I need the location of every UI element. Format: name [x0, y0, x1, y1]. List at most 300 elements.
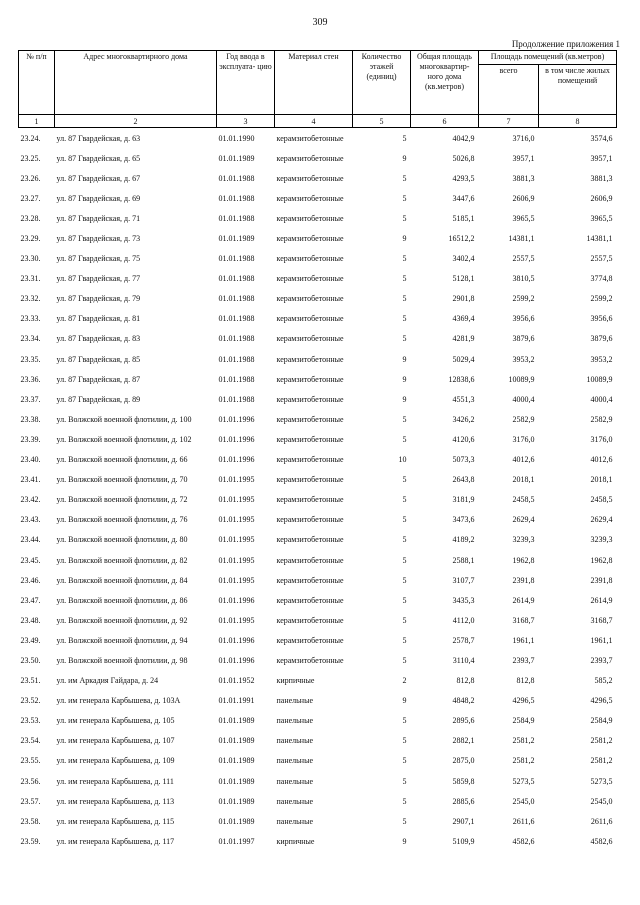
cell-floors: 5	[402, 193, 407, 203]
cell-num: 23.25.	[20, 153, 41, 163]
table-row	[19, 349, 617, 369]
cell-total-area: 4369,4	[452, 314, 475, 324]
cell-total-area: 3435,3	[452, 595, 475, 605]
table-row	[19, 570, 617, 590]
cell-num: 23.54.	[20, 736, 41, 746]
cell-num: 23.59.	[20, 836, 41, 846]
cell-area-living: 2611,6	[590, 816, 613, 826]
cell-num: 23.52.	[20, 696, 41, 706]
cell-num: 23.35.	[20, 354, 41, 364]
table-row	[19, 490, 617, 510]
table-row	[19, 269, 617, 289]
cell-num: 23.37.	[20, 394, 41, 404]
cell-num: 23.57.	[20, 796, 41, 806]
cell-address: ул. им генерала Карбышева, д. 115	[56, 816, 175, 826]
cell-year: 01.01.1988	[218, 213, 255, 223]
cell-area-all: 2458,5	[512, 495, 535, 505]
cell-address: ул. 87 Гвардейская, д. 65	[56, 153, 141, 163]
cell-floors: 9	[402, 354, 407, 364]
cell-floors: 9	[402, 836, 407, 846]
table-row	[19, 329, 617, 349]
cell-year: 01.01.1988	[218, 334, 255, 344]
cell-address: ул. им Аркадия Гайдара, д. 24	[56, 676, 159, 686]
cell-area-living: 3957,1	[590, 153, 613, 163]
cell-total-area: 3181,9	[452, 495, 475, 505]
cell-address: ул. Волжской военной флотилии, д. 76	[56, 515, 188, 525]
cell-total-area: 5026,8	[452, 153, 475, 163]
housing-table	[18, 50, 617, 851]
cell-num: 23.55.	[20, 756, 41, 766]
cell-address: ул. Волжской военной флотилии, д. 66	[56, 455, 188, 465]
cell-material: керамзитобетонные	[276, 213, 344, 223]
cell-year: 01.01.1996	[218, 655, 255, 665]
cell-floors: 9	[402, 394, 407, 404]
cell-address: ул. 87 Гвардейская, д. 89	[56, 394, 141, 404]
cell-area-living: 2582,9	[590, 414, 613, 424]
page-number: 309	[312, 17, 328, 28]
cell-material: панельные	[276, 756, 314, 766]
column-index-2: 2	[55, 115, 217, 128]
cell-total-area: 812,8	[456, 676, 475, 686]
table-row	[19, 249, 617, 269]
cell-area-living: 3879,6	[590, 334, 613, 344]
cell-floors: 5	[402, 274, 407, 284]
cell-year: 01.01.1988	[218, 374, 255, 384]
cell-material: керамзитобетонные	[276, 374, 344, 384]
cell-area-living: 3774,8	[590, 274, 613, 284]
cell-num: 23.36.	[20, 374, 41, 384]
cell-area-all: 14381,1	[508, 234, 535, 244]
cell-num: 23.47.	[20, 595, 41, 605]
column-index-5: 5	[353, 115, 411, 128]
table-row	[19, 751, 617, 771]
cell-material: керамзитобетонные	[276, 234, 344, 244]
cell-floors: 5	[402, 414, 407, 424]
table-row	[19, 811, 617, 831]
cell-area-all: 2614,9	[512, 595, 535, 605]
cell-total-area: 16512,2	[448, 234, 475, 244]
cell-address: ул. им генерала Карбышева, д. 107	[56, 736, 175, 746]
cell-material: керамзитобетонные	[276, 455, 344, 465]
column-index-3: 3	[217, 115, 275, 128]
cell-num: 23.46.	[20, 575, 41, 585]
cell-area-living: 5273,5	[590, 776, 613, 786]
cell-year: 01.01.1989	[218, 153, 255, 163]
cell-num: 23.34.	[20, 334, 41, 344]
table-row	[19, 791, 617, 811]
cell-year: 01.01.1988	[218, 314, 255, 324]
cell-num: 23.53.	[20, 716, 41, 726]
cell-total-area: 4112,0	[452, 615, 475, 625]
cell-area-all: 2557,5	[512, 254, 535, 264]
cell-year: 01.01.1991	[218, 696, 255, 706]
header-num: № п/п	[19, 51, 55, 115]
table-row	[19, 369, 617, 389]
cell-area-living: 3881,3	[590, 173, 613, 183]
header-material: Материал стен	[275, 51, 353, 115]
cell-year: 01.01.1995	[218, 475, 255, 485]
cell-material: панельные	[276, 796, 314, 806]
cell-area-all: 1962,8	[512, 555, 535, 565]
column-index-8: 8	[539, 115, 617, 128]
cell-area-all: 3881,3	[512, 173, 535, 183]
table-row	[19, 389, 617, 409]
cell-num: 23.49.	[20, 635, 41, 645]
cell-total-area: 2882,1	[452, 736, 475, 746]
cell-year: 01.01.1989	[218, 716, 255, 726]
cell-area-living: 3176,0	[590, 434, 613, 444]
cell-floors: 10	[398, 455, 407, 465]
cell-area-all: 2391,8	[512, 575, 535, 585]
cell-area-living: 2545,0	[590, 796, 613, 806]
cell-total-area: 3426,2	[452, 414, 475, 424]
cell-address: ул. Волжской военной флотилии, д. 98	[56, 655, 188, 665]
cell-material: керамзитобетонные	[276, 555, 344, 565]
header-premises: Площадь помещений (кв.метров)	[479, 51, 617, 65]
cell-total-area: 2885,6	[452, 796, 475, 806]
cell-material: керамзитобетонные	[276, 414, 344, 424]
cell-year: 01.01.1997	[218, 836, 255, 846]
cell-num: 23.30.	[20, 254, 41, 264]
cell-floors: 5	[402, 133, 407, 143]
cell-floors: 9	[402, 374, 407, 384]
cell-address: ул. 87 Гвардейская, д. 71	[56, 213, 141, 223]
cell-year: 01.01.1996	[218, 595, 255, 605]
cell-year: 01.01.1989	[218, 776, 255, 786]
header-floors: Количество этажей (единиц)	[353, 51, 411, 115]
cell-area-living: 2581,2	[590, 736, 613, 746]
cell-total-area: 3447,6	[452, 193, 475, 203]
cell-year: 01.01.1995	[218, 495, 255, 505]
cell-material: кирпичные	[276, 676, 315, 686]
cell-material: керамзитобетонные	[276, 274, 344, 284]
cell-area-living: 585,2	[594, 676, 613, 686]
cell-floors: 5	[402, 655, 407, 665]
cell-area-all: 3716,0	[512, 133, 535, 143]
cell-year: 01.01.1996	[218, 635, 255, 645]
cell-total-area: 4281,9	[452, 334, 475, 344]
cell-material: панельные	[276, 696, 314, 706]
table-row	[19, 691, 617, 711]
cell-area-all: 812,8	[516, 676, 535, 686]
table-row	[19, 630, 617, 650]
cell-area-living: 2391,8	[590, 575, 613, 585]
cell-material: керамзитобетонные	[276, 254, 344, 264]
cell-material: панельные	[276, 816, 314, 826]
table-row	[19, 590, 617, 610]
cell-area-all: 2545,0	[512, 796, 535, 806]
cell-floors: 5	[402, 595, 407, 605]
cell-floors: 5	[402, 535, 407, 545]
cell-num: 23.42.	[20, 495, 41, 505]
cell-year: 01.01.1996	[218, 434, 255, 444]
header-address: Адрес многоквартирного дома	[55, 51, 217, 115]
cell-total-area: 4848,2	[452, 696, 475, 706]
cell-total-area: 5109,9	[452, 836, 475, 846]
table-row	[19, 289, 617, 309]
table-row	[19, 771, 617, 791]
cell-material: панельные	[276, 716, 314, 726]
cell-material: керамзитобетонные	[276, 354, 344, 364]
cell-total-area: 4120,6	[452, 434, 475, 444]
column-index-6: 6	[411, 115, 479, 128]
table-row	[19, 711, 617, 731]
cell-area-all: 2393,7	[512, 655, 535, 665]
cell-area-living: 3239,3	[590, 535, 613, 545]
cell-area-all: 3879,6	[512, 334, 535, 344]
cell-material: керамзитобетонные	[276, 575, 344, 585]
cell-area-all: 2584,9	[512, 716, 535, 726]
cell-total-area: 2578,7	[452, 635, 475, 645]
cell-address: ул. 87 Гвардейская, д. 85	[56, 354, 141, 364]
cell-address: ул. 87 Гвардейская, д. 79	[56, 294, 141, 304]
cell-floors: 5	[402, 796, 407, 806]
cell-total-area: 12838,6	[448, 374, 475, 384]
cell-num: 23.44.	[20, 535, 41, 545]
table-row	[19, 650, 617, 670]
cell-area-living: 3965,5	[590, 213, 613, 223]
cell-material: керамзитобетонные	[276, 334, 344, 344]
cell-address: ул. 87 Гвардейская, д. 73	[56, 234, 141, 244]
cell-total-area: 3473,6	[452, 515, 475, 525]
cell-area-all: 2581,2	[512, 756, 535, 766]
cell-floors: 5	[402, 213, 407, 223]
cell-address: ул. Волжской военной флотилии, д. 94	[56, 635, 188, 645]
cell-floors: 9	[402, 234, 407, 244]
cell-num: 23.58.	[20, 816, 41, 826]
cell-year: 01.01.1995	[218, 615, 255, 625]
cell-material: панельные	[276, 736, 314, 746]
cell-area-all: 2599,2	[512, 294, 535, 304]
cell-address: ул. им генерала Карбышева, д. 113	[56, 796, 175, 806]
cell-area-all: 3810,5	[512, 274, 535, 284]
cell-material: керамзитобетонные	[276, 193, 344, 203]
cell-material: керамзитобетонные	[276, 133, 344, 143]
table-row	[19, 550, 617, 570]
cell-address: ул. Волжской военной флотилии, д. 80	[56, 535, 188, 545]
table-row	[19, 530, 617, 550]
cell-year: 01.01.1988	[218, 394, 255, 404]
cell-material: керамзитобетонные	[276, 173, 344, 183]
cell-year: 01.01.1952	[218, 676, 255, 686]
cell-area-all: 2018,1	[512, 475, 535, 485]
table-row	[19, 429, 617, 449]
cell-address: ул. 87 Гвардейская, д. 83	[56, 334, 141, 344]
cell-floors: 5	[402, 736, 407, 746]
cell-floors: 9	[402, 696, 407, 706]
cell-area-living: 1961,1	[590, 635, 613, 645]
cell-address: ул. Волжской военной флотилии, д. 102	[56, 434, 192, 444]
cell-area-living: 4000,4	[590, 394, 613, 404]
cell-total-area: 5859,8	[452, 776, 475, 786]
cell-num: 23.29.	[20, 234, 41, 244]
cell-area-living: 2557,5	[590, 254, 613, 264]
cell-num: 23.51.	[20, 676, 41, 686]
column-index-1: 1	[19, 115, 55, 128]
cell-area-all: 3176,0	[512, 434, 535, 444]
cell-total-area: 3402,4	[452, 254, 475, 264]
cell-num: 23.32.	[20, 294, 41, 304]
cell-material: керамзитобетонные	[276, 394, 344, 404]
table-row	[19, 731, 617, 751]
cell-address: ул. 87 Гвардейская, д. 81	[56, 314, 141, 324]
cell-address: ул. Волжской военной флотилии, д. 84	[56, 575, 188, 585]
cell-material: керамзитобетонные	[276, 294, 344, 304]
cell-address: ул. Волжской военной флотилии, д. 100	[56, 414, 192, 424]
cell-area-living: 3953,2	[590, 354, 613, 364]
cell-year: 01.01.1988	[218, 274, 255, 284]
cell-address: ул. 87 Гвардейская, д. 87	[56, 374, 141, 384]
cell-num: 23.24.	[20, 133, 41, 143]
cell-material: керамзитобетонные	[276, 495, 344, 505]
cell-area-living: 2584,9	[590, 716, 613, 726]
cell-total-area: 5029,4	[452, 354, 475, 364]
cell-area-living: 2018,1	[590, 475, 613, 485]
cell-year: 01.01.1989	[218, 756, 255, 766]
cell-floors: 5	[402, 615, 407, 625]
cell-total-area: 4551,3	[452, 394, 475, 404]
cell-floors: 5	[402, 173, 407, 183]
cell-material: керамзитобетонные	[276, 475, 344, 485]
table-row	[19, 671, 617, 691]
cell-year: 01.01.1995	[218, 555, 255, 565]
cell-total-area: 5185,1	[452, 213, 475, 223]
header-all: всего	[479, 65, 539, 115]
cell-address: ул. им генерала Карбышева, д. 103А	[56, 696, 181, 706]
cell-year: 01.01.1995	[218, 515, 255, 525]
table-row	[19, 168, 617, 188]
cell-floors: 5	[402, 816, 407, 826]
cell-floors: 5	[402, 294, 407, 304]
cell-year: 01.01.1988	[218, 193, 255, 203]
continuation-note: Продолжение приложения 1	[511, 39, 620, 49]
cell-area-all: 4296,5	[512, 696, 535, 706]
cell-area-living: 1962,8	[590, 555, 613, 565]
cell-area-all: 3239,3	[512, 535, 535, 545]
column-index-7: 7	[479, 115, 539, 128]
cell-num: 23.50.	[20, 655, 41, 665]
cell-total-area: 2875,0	[452, 756, 475, 766]
cell-num: 23.45.	[20, 555, 41, 565]
table-row	[19, 470, 617, 490]
cell-year: 01.01.1988	[218, 173, 255, 183]
cell-material: керамзитобетонные	[276, 655, 344, 665]
cell-num: 23.31.	[20, 274, 41, 284]
cell-area-living: 3956,6	[590, 314, 613, 324]
cell-area-all: 2606,9	[512, 193, 535, 203]
cell-year: 01.01.1989	[218, 234, 255, 244]
cell-area-living: 2614,9	[590, 595, 613, 605]
cell-address: ул. 87 Гвардейская, д. 67	[56, 173, 141, 183]
cell-year: 01.01.1995	[218, 535, 255, 545]
cell-num: 23.43.	[20, 515, 41, 525]
cell-address: ул. им генерала Карбышева, д. 111	[56, 776, 174, 786]
column-index-4: 4	[275, 115, 353, 128]
cell-total-area: 2901,8	[452, 294, 475, 304]
cell-num: 23.33.	[20, 314, 41, 324]
cell-year: 01.01.1995	[218, 575, 255, 585]
cell-area-all: 3168,7	[512, 615, 535, 625]
cell-address: ул. им генерала Карбышева, д. 117	[56, 836, 175, 846]
cell-num: 23.26.	[20, 173, 41, 183]
cell-area-all: 3956,6	[512, 314, 535, 324]
cell-total-area: 2895,6	[452, 716, 475, 726]
cell-area-living: 2606,9	[590, 193, 613, 203]
cell-total-area: 4189,2	[452, 535, 475, 545]
cell-floors: 5	[402, 575, 407, 585]
cell-area-living: 10089,9	[586, 374, 613, 384]
table-row	[19, 610, 617, 630]
table-row	[19, 409, 617, 429]
cell-year: 01.01.1989	[218, 796, 255, 806]
cell-year: 01.01.1996	[218, 455, 255, 465]
cell-area-all: 4000,4	[512, 394, 535, 404]
cell-floors: 5	[402, 254, 407, 264]
cell-area-living: 14381,1	[586, 234, 613, 244]
cell-floors: 5	[402, 334, 407, 344]
cell-num: 23.40.	[20, 455, 41, 465]
cell-num: 23.48.	[20, 615, 41, 625]
cell-address: ул. Волжской военной флотилии, д. 70	[56, 475, 188, 485]
cell-year: 01.01.1989	[218, 816, 255, 826]
cell-num: 23.38.	[20, 414, 41, 424]
cell-floors: 5	[402, 314, 407, 324]
cell-floors: 5	[402, 716, 407, 726]
cell-total-area: 2643,8	[452, 475, 475, 485]
cell-total-area: 4293,5	[452, 173, 475, 183]
cell-year: 01.01.1988	[218, 354, 255, 364]
cell-material: керамзитобетонные	[276, 515, 344, 525]
cell-year: 01.01.1989	[218, 736, 255, 746]
cell-num: 23.56.	[20, 776, 41, 786]
header-total-area: Общая площадь многоквартир- ного дома (кв.метров)	[411, 51, 479, 115]
cell-address: ул. Волжской военной флотилии, д. 72	[56, 495, 188, 505]
table-row	[19, 510, 617, 530]
cell-material: кирпичные	[276, 836, 315, 846]
cell-area-all: 2611,6	[512, 816, 535, 826]
cell-material: керамзитобетонные	[276, 595, 344, 605]
cell-material: панельные	[276, 776, 314, 786]
cell-floors: 5	[402, 776, 407, 786]
cell-floors: 9	[402, 153, 407, 163]
cell-area-living: 2629,4	[590, 515, 613, 525]
cell-area-all: 4582,6	[512, 836, 535, 846]
cell-area-all: 5273,5	[512, 776, 535, 786]
cell-floors: 5	[402, 555, 407, 565]
table-row	[19, 148, 617, 168]
cell-address: ул. 87 Гвардейская, д. 63	[56, 133, 141, 143]
cell-address: ул. 87 Гвардейская, д. 69	[56, 193, 141, 203]
cell-area-living: 2599,2	[590, 294, 613, 304]
cell-address: ул. 87 Гвардейская, д. 75	[56, 254, 141, 264]
cell-total-area: 5073,3	[452, 455, 475, 465]
cell-material: керамзитобетонные	[276, 153, 344, 163]
cell-area-living: 2581,2	[590, 756, 613, 766]
cell-year: 01.01.1996	[218, 414, 255, 424]
cell-total-area: 3107,7	[452, 575, 475, 585]
cell-num: 23.28.	[20, 213, 41, 223]
cell-floors: 5	[402, 635, 407, 645]
cell-area-all: 2582,9	[512, 414, 535, 424]
cell-total-area: 3110,4	[452, 655, 475, 665]
table-row	[19, 831, 617, 851]
cell-num: 23.27.	[20, 193, 41, 203]
cell-total-area: 4042,9	[452, 133, 475, 143]
cell-area-living: 3574,6	[590, 133, 613, 143]
cell-floors: 2	[402, 676, 407, 686]
cell-total-area: 2907,1	[452, 816, 475, 826]
cell-total-area: 5128,1	[452, 274, 475, 284]
